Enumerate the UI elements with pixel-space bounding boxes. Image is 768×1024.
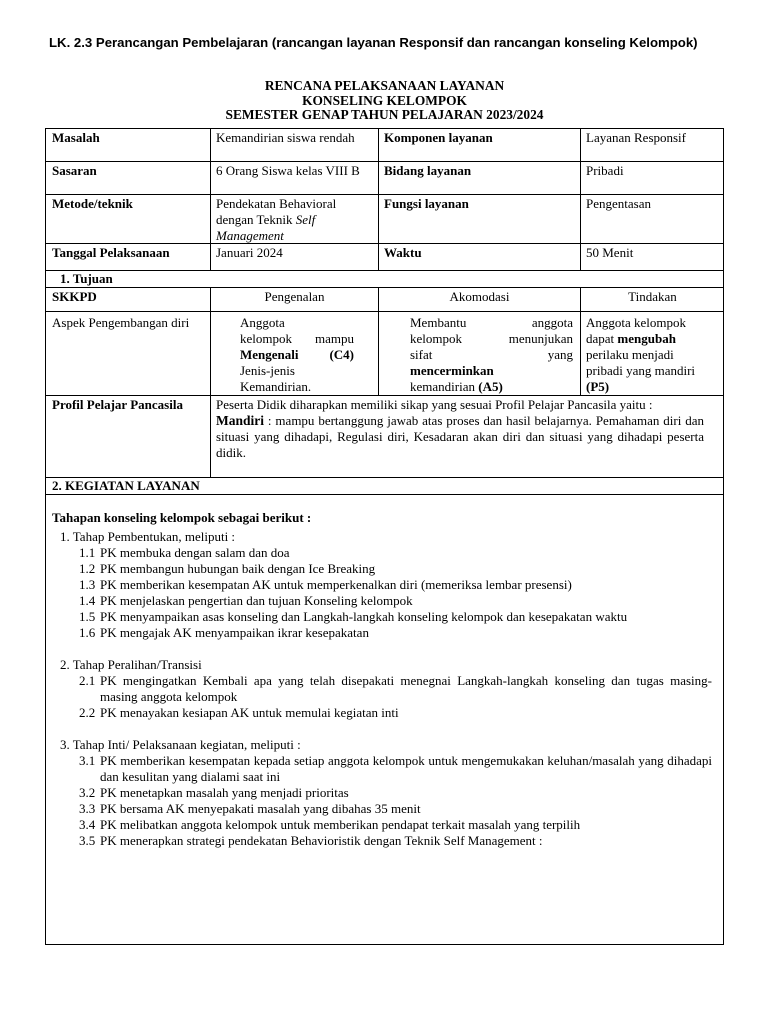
item-text: PK mengingatkan Kembali apa yang telah disepakati menegnai Langkah-langkah konseling dan tugas masing-masing anggota kelompok xyxy=(100,673,712,704)
document-heading: LK. 2.3 Perancangan Pembelajaran (rancangan layanan Responsif dan rancangan konseling Kelompok) xyxy=(49,35,698,50)
value-tanggal: Januari 2024 xyxy=(216,245,283,260)
metode-text: Pendekatan Behavioral dengan Teknik xyxy=(216,196,337,227)
label-masalah: Masalah xyxy=(52,130,100,145)
pengenalan-bold: Mengenali xyxy=(240,347,299,362)
list-item xyxy=(52,673,712,705)
value-waktu: 50 Menit xyxy=(586,245,634,260)
plan-titles xyxy=(45,79,724,123)
item-text: PK menayakan kesiapan AK untuk memulai kegiatan inti xyxy=(100,705,399,720)
profil-intro: Peserta Didik diharapkan memiliki sikap yang sesuai Profil Pelajar Pancasila yaitu : xyxy=(216,397,653,412)
phase-title: 3. Tahap Inti/ Pelaksanaan kegiatan, meliputi : xyxy=(60,737,301,752)
item-text: PK menyampaikan asas konseling dan Langkah-langkah konseling kelompok dan kesepakatan waktu xyxy=(100,609,628,624)
title-line-2: KONSELING KELOMPOK xyxy=(302,92,467,108)
list-item xyxy=(52,817,712,833)
list-item xyxy=(52,753,712,785)
akomodasi-line xyxy=(410,347,573,363)
pengenalan-line: Kemandirian. xyxy=(240,379,312,394)
kegiatan-label: 2. KEGIATAN LAYANAN xyxy=(52,478,200,493)
profil-mandiri xyxy=(216,413,704,461)
item-number: 2.1 xyxy=(79,673,96,688)
profil-text xyxy=(216,397,704,461)
skkpd-header: SKKPD xyxy=(52,289,97,304)
value-komponen: Layanan Responsif xyxy=(586,130,687,145)
tindakan-bold: mengubah xyxy=(617,331,676,346)
akomodasi-code: (A5) xyxy=(478,379,503,394)
akomodasi-word: yang xyxy=(547,347,573,362)
item-number: 1.4 xyxy=(79,593,96,608)
tindakan-line: perilaku menjadi xyxy=(586,347,674,362)
tindakan-line xyxy=(586,331,720,347)
akomodasi-line: kelompok menunjukan xyxy=(410,331,573,346)
item-number: 3.5 xyxy=(79,833,96,848)
list-item xyxy=(52,609,712,625)
list-item xyxy=(52,705,712,721)
item-text: PK menjelaskan pengertian dan tujuan Konseling kelompok xyxy=(100,593,413,608)
value-sasaran: 6 Orang Siswa kelas VIII B xyxy=(216,163,360,178)
pengenalan-cell xyxy=(240,315,354,395)
akomodasi-word: Membantu xyxy=(410,315,467,330)
aspek-pengembangan: Aspek Pengembangan diri xyxy=(52,315,190,330)
akomodasi-word: anggota xyxy=(531,315,573,330)
list-item xyxy=(52,801,712,817)
label-tanggal: Tanggal Pelaksanaan xyxy=(52,245,170,260)
akomodasi-line xyxy=(410,315,573,331)
item-text: PK melibatkan anggota kelompok untuk memberikan pendapat terkait masalah yang terpilih xyxy=(100,817,581,832)
item-text: PK membuka dengan salam dan doa xyxy=(100,545,290,560)
label-sasaran: Sasaran xyxy=(52,163,97,178)
profil-bold: Mandiri xyxy=(216,413,265,428)
item-text: PK memberikan kesempatan kepada setiap anggota kelompok untuk mengemukakan keluhan/masalah yang dihadapi dan kesulitan yang dialami saat ini xyxy=(100,753,712,784)
item-number: 1.1 xyxy=(79,545,96,560)
item-number: 3.3 xyxy=(79,801,96,816)
akomodasi-word: sifat xyxy=(410,347,433,362)
item-text: PK memberikan kesempatan AK untuk memperkenalkan diri (memeriksa lembar presensi) xyxy=(100,577,572,592)
akomodasi-bold: mencerminkan xyxy=(410,363,494,378)
profil-rest: : mampu bertanggung jawab atas proses dan hasil belajarnya. Pemahaman diri dan situasi yang dihadapi, Regulasi diri, Kesadaran akan diri dan situasi yang dihadapi peserta didik. xyxy=(216,413,704,460)
list-item xyxy=(52,545,712,561)
list-item xyxy=(52,625,712,641)
akomodasi-cell xyxy=(410,315,573,395)
col-tindakan: Tindakan xyxy=(628,289,677,304)
value-fungsi: Pengentasan xyxy=(586,196,651,211)
title-line-1: RENCANA PELAKSANAAN LAYANAN xyxy=(264,78,505,93)
item-number: 3.2 xyxy=(79,785,96,800)
kegiatan-body xyxy=(52,510,712,849)
item-number: 1.2 xyxy=(79,561,96,576)
value-masalah: Kemandirian siswa rendah xyxy=(216,130,355,145)
title-line-3: SEMESTER GENAP TAHUN PELAJARAN 2023/2024 xyxy=(225,107,544,122)
item-text: PK bersama AK menyepakati masalah yang dibahas 35 menit xyxy=(100,801,421,816)
list-item xyxy=(52,833,712,849)
pengenalan-line xyxy=(240,347,354,363)
pengenalan-code: (C4) xyxy=(329,347,354,362)
kegiatan-intro: Tahapan konseling kelompok sebagai berikut : xyxy=(52,510,312,525)
pengenalan-line: kelompok mampu xyxy=(240,331,354,346)
label-fungsi: Fungsi layanan xyxy=(384,196,469,211)
value-metode xyxy=(216,196,372,244)
akomodasi-word: kemandirian xyxy=(410,379,479,394)
pengenalan-line: Jenis-jenis xyxy=(240,363,295,378)
label-metode: Metode/teknik xyxy=(52,196,133,211)
pengenalan-line: Anggota xyxy=(240,315,285,330)
col-akomodasi: Akomodasi xyxy=(449,289,510,304)
list-item xyxy=(52,593,712,609)
item-text: PK mengajak AK menyampaikan ikrar kesepakatan xyxy=(100,625,369,640)
label-bidang: Bidang layanan xyxy=(384,163,472,178)
item-number: 3.1 xyxy=(79,753,96,768)
list-item xyxy=(52,577,712,593)
tindakan-cell xyxy=(586,315,720,395)
item-number: 3.4 xyxy=(79,817,96,832)
tindakan-word: dapat xyxy=(586,331,618,346)
label-komponen: Komponen layanan xyxy=(384,130,493,145)
col-pengenalan: Pengenalan xyxy=(264,289,325,304)
item-text: PK membangun hubungan baik dengan Ice Breaking xyxy=(100,561,376,576)
tindakan-line: pribadi yang mandiri xyxy=(586,363,696,378)
item-number: 1.5 xyxy=(79,609,96,624)
tujuan-label: 1. Tujuan xyxy=(60,271,113,286)
item-number: 1.6 xyxy=(79,625,96,640)
list-item xyxy=(52,785,712,801)
item-number: 1.3 xyxy=(79,577,96,592)
value-bidang: Pribadi xyxy=(586,163,624,178)
tindakan-code: (P5) xyxy=(586,379,610,394)
item-text: PK menetapkan masalah yang menjadi prioritas xyxy=(100,785,349,800)
profil-label: Profil Pelajar Pancasila xyxy=(52,397,183,412)
metode-italic: Self Management xyxy=(216,212,316,243)
label-waktu: Waktu xyxy=(384,245,422,260)
phase-title: 2. Tahap Peralihan/Transisi xyxy=(60,657,202,672)
list-item xyxy=(52,561,712,577)
item-number: 2.2 xyxy=(79,705,96,720)
phase-title: 1. Tahap Pembentukan, meliputi : xyxy=(60,529,236,544)
tindakan-line: Anggota kelompok xyxy=(586,315,687,330)
akomodasi-line xyxy=(410,379,573,395)
item-text: PK menerapkan strategi pendekatan Behavioristik dengan Teknik Self Management : xyxy=(100,833,543,848)
